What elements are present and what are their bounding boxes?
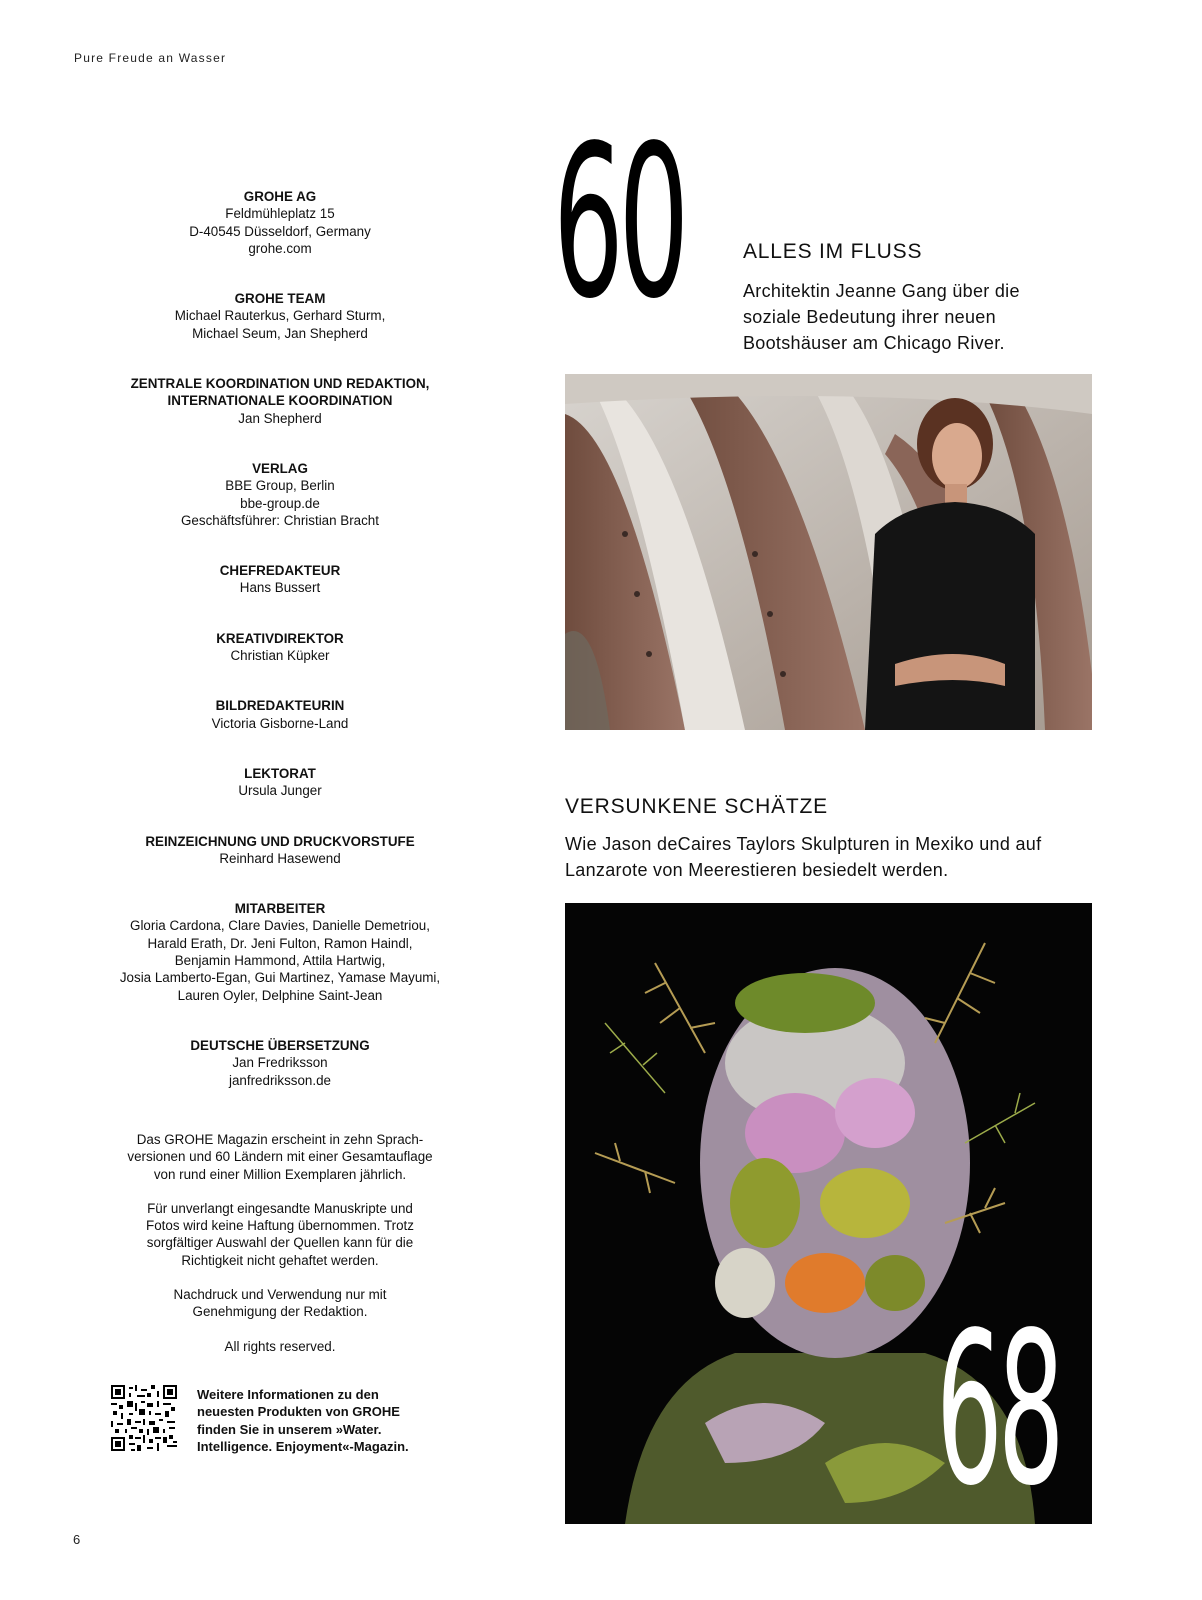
article-description: Wie Jason deCaires Taylors Skulpturen in Mexiko und auf Lanzarote von Meerestieren besiedelt werden.: [565, 834, 1042, 880]
imprint-value: Ursula Junger: [238, 783, 322, 799]
imprint-label: CHEFREDAKTEUR: [219, 563, 341, 579]
imprint-value: Jan Fredriksson janfredriksson.de: [229, 1055, 331, 1088]
imprint-value: Jan Shepherd: [238, 410, 322, 426]
imprint-value: Gloria Cardona, Clare Davies, Danielle Demetriou, Harald Erath, Dr. Jeni Fulton, Ramon Haindl, Benjamin Hammond, Attila Hartwig, Josia Lamberto-Egan, Gui Martinez, Yamase Mayumi, Lauren Oyler, Delphine Saint-Jean: [119, 918, 441, 1003]
imprint-value: Victoria Gisborne-Land: [211, 715, 349, 731]
imprint-value: BBE Group, Berlin bbe-group.de Geschäftsführer: Christian Bracht: [181, 478, 379, 528]
imprint-label: ZENTRALE KOORDINATION UND REDAKTION, INTERNATIONALE KOORDINATION: [130, 376, 430, 409]
imprint-value: Christian Küpker: [230, 648, 330, 664]
article-title[interactable]: ALLES IM FLUSS: [743, 240, 923, 263]
imprint-label: KREATIVDIREKTOR: [216, 630, 344, 646]
imprint-label: VERLAG: [252, 460, 308, 476]
article-title[interactable]: VERSUNKENE SCHÄTZE: [565, 795, 828, 818]
page-number: 6: [73, 1532, 81, 1547]
imprint-label: LEKTORAT: [244, 765, 316, 781]
imprint-section: [100, 1037, 460, 1089]
imprint-value: Reinhard Hasewend: [219, 850, 341, 866]
imprint-section: [100, 188, 460, 257]
publication-notes: [100, 1131, 460, 1372]
imprint-section: [100, 375, 460, 427]
imprint-label: DEUTSCHE ÜBERSETZUNG: [190, 1037, 370, 1053]
imprint-value: Hans Bussert: [239, 580, 321, 596]
note-paragraph: Das GROHE Magazin erscheint in zehn Sprach- versionen und 60 Ländern mit einer Gesamtauflage von rund einer Million Exemplaren jährlich.: [127, 1132, 433, 1182]
architect-portrait-photo[interactable]: [565, 374, 1092, 730]
imprint-section: [100, 460, 460, 529]
qr-code[interactable]: [111, 1385, 177, 1451]
imprint-section: [100, 630, 460, 665]
imprint-label: BILDREDAKTEURIN: [215, 698, 345, 714]
imprint-section: [100, 562, 460, 597]
article-page-number[interactable]: 68: [936, 1287, 1060, 1532]
imprint-section: [100, 290, 460, 342]
imprint-section: [100, 833, 460, 868]
imprint-value: Feldmühleplatz 15 D-40545 Düsseldorf, Germany grohe.com: [189, 206, 371, 256]
imprint-section: [100, 900, 460, 1004]
note-paragraph: Für unverlangt eingesandte Manuskripte und Fotos wird keine Haftung übernommen. Trotz sorgfältiger Auswahl der Quellen kann für die Richtigkeit nicht gehaftet werden.: [146, 1200, 414, 1268]
imprint-label: GROHE AG: [243, 189, 317, 204]
imprint-label: REINZEICHNUNG UND DRUCKVORSTUFE: [145, 833, 415, 849]
imprint-label: GROHE TEAM: [234, 291, 326, 307]
imprint-section: [100, 765, 460, 800]
imprint-label: MITARBEITER: [234, 901, 326, 917]
note-paragraph: All rights reserved.: [224, 1338, 336, 1354]
note-paragraph: Nachdruck und Verwendung nur mit Genehmigung der Redaktion.: [173, 1287, 387, 1320]
article-page-number[interactable]: 60: [553, 100, 685, 345]
imprint-value: Michael Rauterkus, Gerhard Sturm, Michael Seum, Jan Shepherd: [174, 308, 386, 341]
article-description: Architektin Jeanne Gang über die soziale Bedeutung ihrer neuen Bootshäuser am Chicago River.: [743, 281, 1020, 353]
imprint-column: [100, 188, 460, 1122]
qr-info-text: Weitere Informationen zu den neuesten Produkten von GROHE finden Sie in unserem »Water. Intelligence. Enjoyment«-Magazin.: [197, 1387, 409, 1454]
imprint-section: [100, 697, 460, 732]
magazine-header-title: Pure Freude an Wasser: [74, 51, 227, 65]
